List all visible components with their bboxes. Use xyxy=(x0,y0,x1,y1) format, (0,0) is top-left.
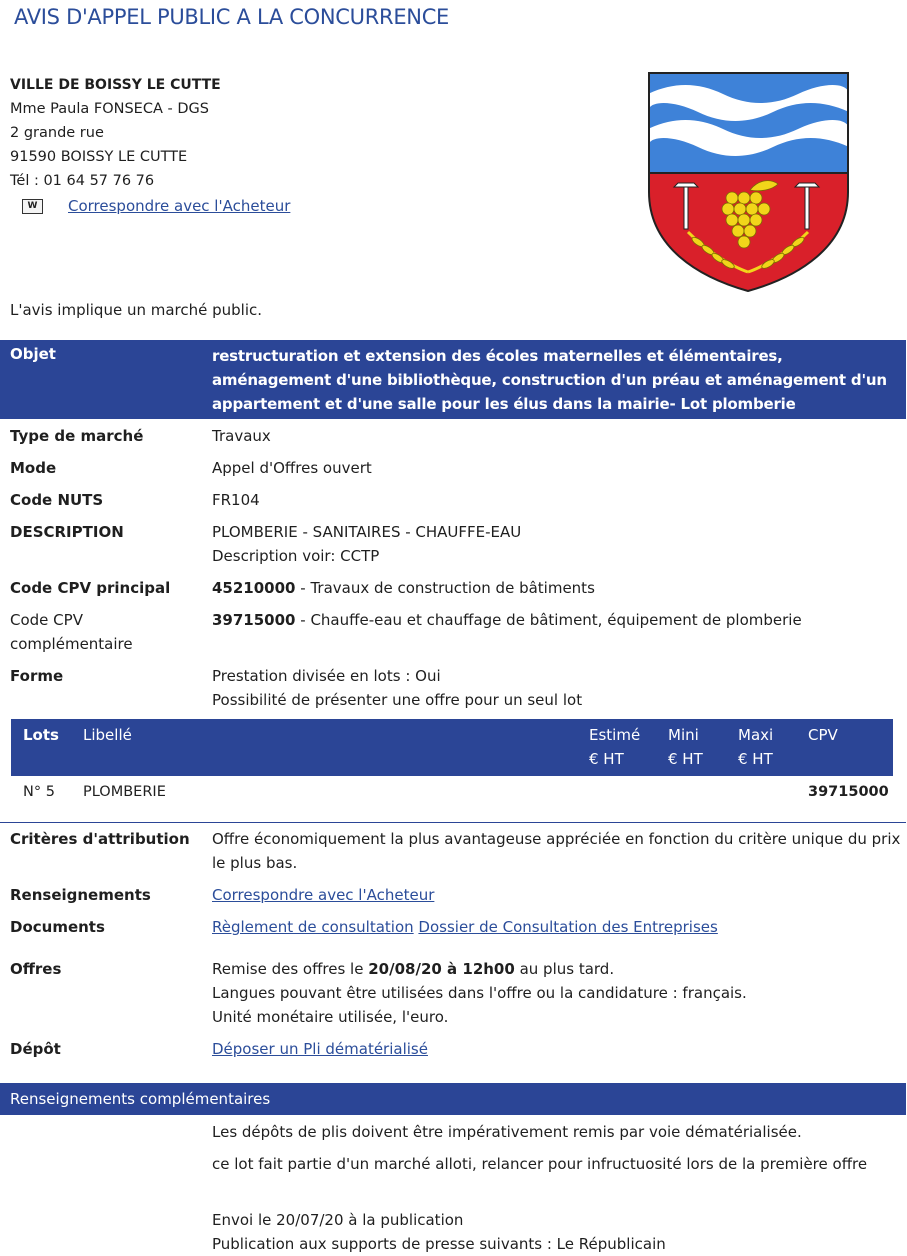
complementaires-header: Renseignements complémentaires xyxy=(0,1083,906,1115)
lot-number: N° 5 xyxy=(23,784,55,800)
cpv-code: 39715000 xyxy=(212,611,296,629)
lot-cpv: 39715000 xyxy=(808,784,889,800)
intro-text: L'avis implique un marché public. xyxy=(10,301,263,319)
field-label: Type de marché xyxy=(10,427,144,445)
contact-buyer-link[interactable]: Correspondre avec l'Acheteur xyxy=(212,886,435,904)
forme-line: Prestation divisée en lots : Oui xyxy=(212,667,441,685)
coat-of-arms-icon xyxy=(648,72,849,292)
field-label: DESCRIPTION xyxy=(10,523,124,541)
description-line: Description voir: CCTP xyxy=(212,547,380,565)
field-value xyxy=(212,1037,902,1061)
forme-line: Possibilité de présenter une offre pour un seul lot xyxy=(212,691,583,709)
col-libelle: Libellé xyxy=(83,726,132,744)
field-label: Code CPV principal xyxy=(10,579,171,597)
field-label xyxy=(10,608,205,656)
field-value: Offre économiquement la plus avantageuse appréciée en fonction du critère unique du prix le plus bas. xyxy=(212,830,901,872)
web-icon: W xyxy=(22,199,43,214)
field-label-line: complémentaire xyxy=(10,635,133,653)
field-value: Appel d'Offres ouvert xyxy=(212,459,372,477)
field-value xyxy=(212,915,902,939)
field-label: Forme xyxy=(10,667,64,685)
buyer-name: VILLE DE BOISSY LE CUTTE xyxy=(10,77,221,93)
cpv-text: - Travaux de construction de bâtiments xyxy=(295,579,595,597)
col-estime: Estimé € HT xyxy=(589,726,641,768)
complementaires-paragraph: Publication aux supports de presse suivants : Le Républicain xyxy=(212,1235,666,1253)
description-line: PLOMBERIE - SANITAIRES - CHAUFFE-EAU xyxy=(212,523,522,541)
table-row xyxy=(11,780,893,804)
contact-buyer-link[interactable]: Correspondre avec l'Acheteur xyxy=(68,197,291,215)
field-value xyxy=(212,520,902,568)
buyer-city: 91590 BOISSY LE CUTTE xyxy=(10,149,188,165)
complementaires-paragraph: ce lot fait partie d'un marché alloti, relancer pour infructuosité lors de la première offre xyxy=(212,1155,868,1173)
col-maxi: Maxi € HT xyxy=(738,726,774,768)
buyer-phone: Tél : 01 64 57 76 76 xyxy=(10,173,155,189)
reglement-link[interactable]: Règlement de consultation xyxy=(212,918,414,936)
field-value xyxy=(212,883,902,907)
section-divider xyxy=(0,822,906,823)
field-value xyxy=(212,608,902,632)
lot-libelle: PLOMBERIE xyxy=(83,784,166,800)
cpv-code: 45210000 xyxy=(212,579,296,597)
objet-label: Objet xyxy=(10,345,56,363)
page-title: AVIS D'APPEL PUBLIC A LA CONCURRENCE xyxy=(14,5,450,29)
complementaires-paragraph: Envoi le 20/07/20 à la publication xyxy=(212,1211,464,1229)
field-label: Mode xyxy=(10,459,57,477)
field-value: Travaux xyxy=(212,427,271,445)
field-label: Critères d'attribution xyxy=(10,830,190,848)
field-label-line: Code CPV xyxy=(10,611,83,629)
field-label: Dépôt xyxy=(10,1040,61,1058)
objet-value: restructuration et extension des écoles maternelles et élémentaires, aménagement d'une bibliothèque, construction d'un préau et aménagement d'un appartement et d'une salle pour les élus dans la mairie- Lot plomberie xyxy=(212,347,887,413)
cpv-text: - Chauffe-eau et chauffage de bâtiment, équipement de plomberie xyxy=(295,611,802,629)
col-mini: Mini € HT xyxy=(668,726,703,768)
offres-line: Langues pouvant être utilisées dans l'offre ou la candidature : français. xyxy=(212,984,747,1002)
field-value: FR104 xyxy=(212,491,260,509)
buyer-info xyxy=(10,73,221,193)
buyer-contact: Mme Paula FONSECA - DGS xyxy=(10,101,209,117)
field-label: Renseignements xyxy=(10,886,151,904)
offres-line: Unité monétaire utilisée, l'euro. xyxy=(212,1008,449,1026)
offres-line: Remise des offres le 20/08/20 à 12h00 au plus tard. xyxy=(212,960,615,978)
objet-bar xyxy=(0,340,906,419)
contact-row xyxy=(22,197,290,215)
depot-link[interactable]: Déposer un Pli dématérialisé xyxy=(212,1040,428,1058)
complementaires-paragraph: Les dépôts de plis doivent être impérativement remis par voie dématérialisée. xyxy=(212,1123,802,1141)
col-cpv: CPV xyxy=(808,726,838,744)
field-value xyxy=(212,664,902,712)
lots-table-header xyxy=(11,719,893,776)
col-lots: Lots xyxy=(23,726,59,744)
field-label: Offres xyxy=(10,960,62,978)
field-label: Code NUTS xyxy=(10,491,104,509)
field-label: Documents xyxy=(10,918,105,936)
offres-deadline: 20/08/20 à 12h00 xyxy=(368,960,515,978)
field-value xyxy=(212,957,902,1029)
buyer-address: 2 grande rue xyxy=(10,125,104,141)
dce-link[interactable]: Dossier de Consultation des Entreprises xyxy=(418,918,718,936)
field-value xyxy=(212,576,902,600)
